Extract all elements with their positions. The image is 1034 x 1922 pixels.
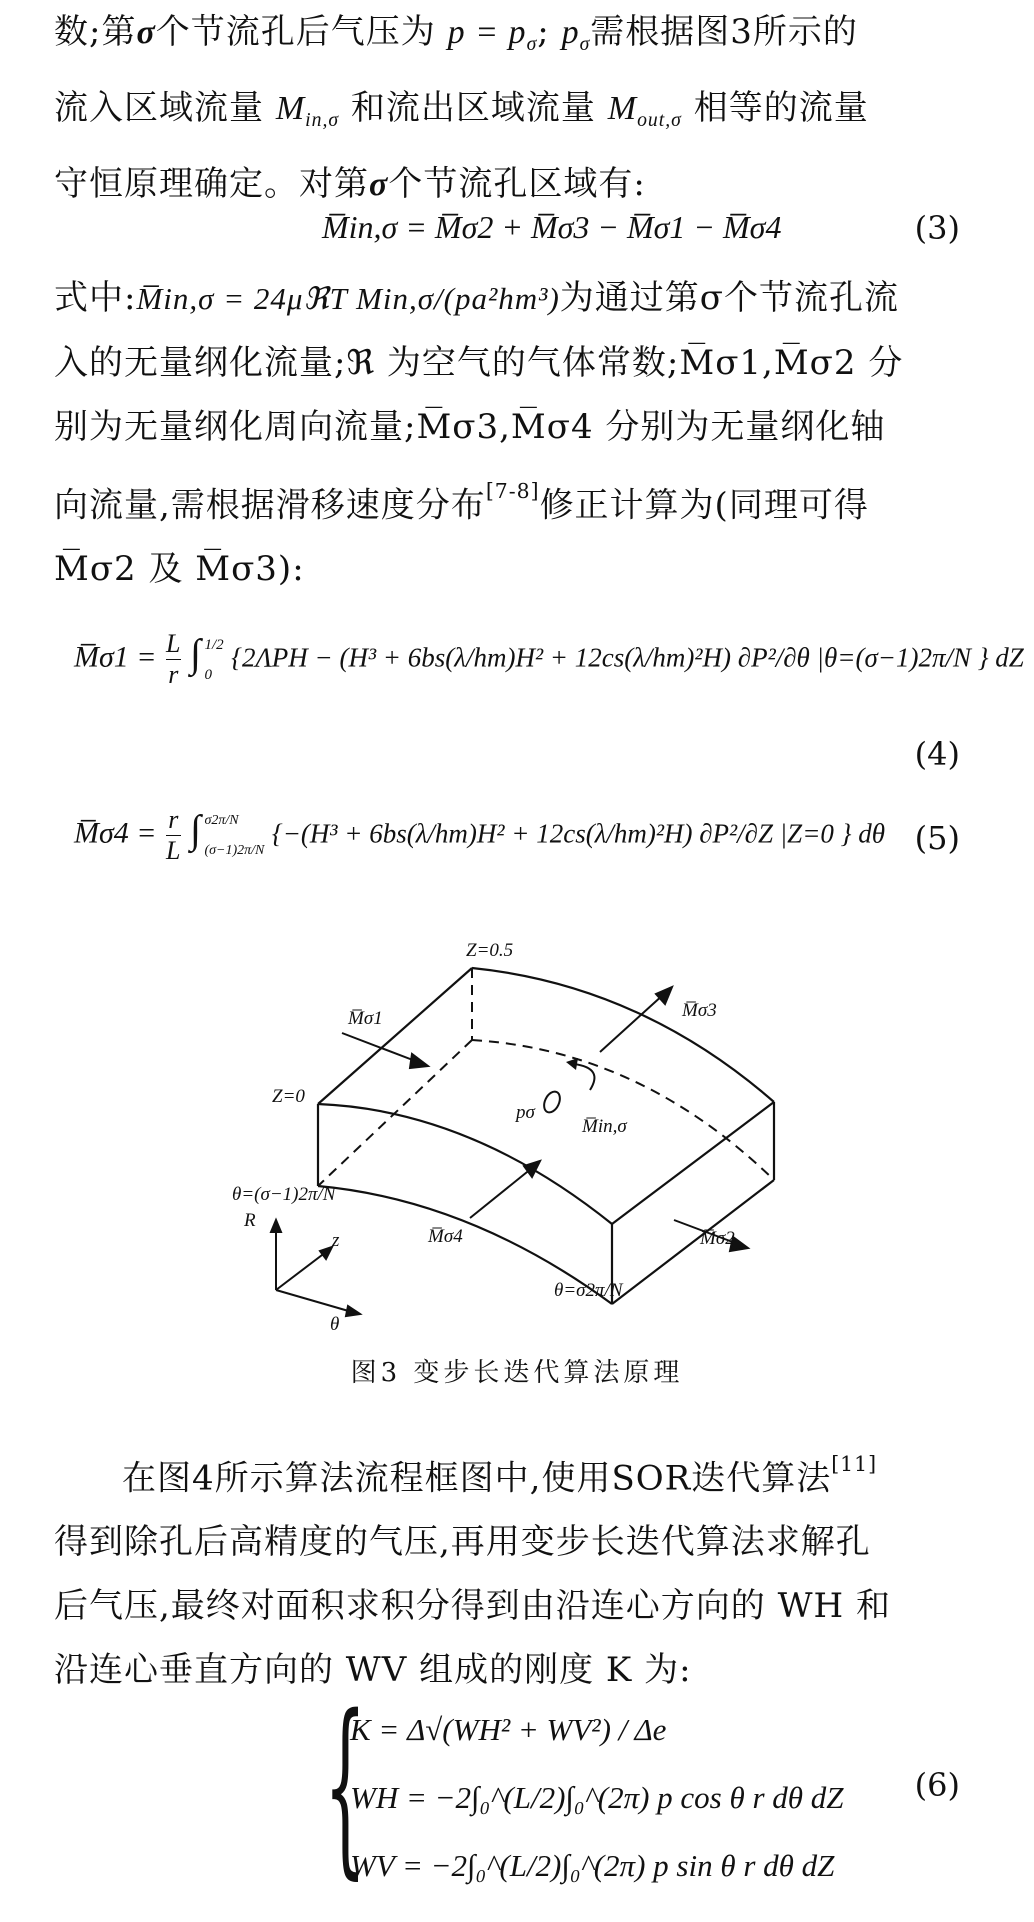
swirl-arrowhead <box>566 1058 578 1070</box>
brace-symbol: { <box>324 1675 367 1896</box>
p2-text: 修正计算为(同理可得 <box>539 485 869 526</box>
label-m4: M̅σ4 <box>428 1226 463 1247</box>
eq5-frac-top: r <box>166 805 180 836</box>
eq4-upper-limit: 1/2 <box>204 636 224 653</box>
p1-text: 个节流孔后气压为 <box>155 12 436 52</box>
p1-text: 流入区域流量 <box>54 87 264 128</box>
eq5-lhs: M̅σ4 = <box>74 816 165 850</box>
figure-caption: 图3 变步长迭代算法原理 <box>350 1358 684 1388</box>
p1-text: 和流出区域流量 <box>350 87 596 128</box>
label-p-sigma: pσ <box>516 1102 535 1123</box>
p3-line-4: 沿连心垂直方向的 WV 组成的刚度 K 为: <box>54 1650 692 1691</box>
eq6-line-3: WV = −2∫₀^(L/2)∫₀^(2π) p sin θ r dθ dZ <box>350 1848 835 1883</box>
label-m1: M̅σ1 <box>348 1008 383 1029</box>
sigma-symbol: σ <box>136 14 156 51</box>
citation: [11] <box>831 1452 878 1476</box>
m-in-definition: M̅in,σ = 24μℜT Min,σ/(pa²hm³) <box>136 281 560 316</box>
p3-line-1 <box>54 1432 960 1510</box>
p1-text: ; <box>537 12 550 52</box>
p3-text: 在图4所示算法流程框图中,使用SOR迭代算法 <box>122 1458 832 1499</box>
p3-line-3: 后气压,最终对面积求积分得到由沿连心方向的 WH 和 <box>54 1586 892 1627</box>
equation-6-number: (6) <box>914 1766 960 1804</box>
equation-5-number: (5) <box>914 819 960 857</box>
citation: [7-8] <box>485 479 540 503</box>
label-theta2: θ=σ2π/N <box>554 1280 623 1301</box>
p2-text: 为通过第σ个节流孔流 <box>559 278 900 318</box>
equation-3-body: M̅in,σ = M̅σ2 + M̅σ3 − M̅σ1 − M̅σ4 <box>322 209 782 245</box>
label-m2: M̅σ2 <box>700 1228 735 1249</box>
label-m3: M̅σ3 <box>682 1000 717 1021</box>
flow-arrows <box>271 987 748 1316</box>
subscript: σ <box>579 32 591 55</box>
p2-text: 向流量,需根据滑移速度分布 <box>54 485 486 526</box>
m-symbol: M <box>275 89 306 127</box>
equation-3-number: (3) <box>914 209 960 247</box>
label-axis-r: R <box>244 1210 256 1231</box>
p1-text: 个节流孔区域有: <box>388 163 646 204</box>
eq5-integrand: {−(H³ + 6bs(λ/hm)H² + 12cs(λ/hm)²H) ∂P²/∂Z |Z=0 } dθ <box>271 818 885 849</box>
eq4-lower-limit: 0 <box>204 666 212 683</box>
p2-line-2: 入的无量纲化流量;ℜ 为空气的气体常数;M̅σ1,M̅σ2 分 <box>54 343 904 383</box>
orifice-symbol <box>541 1089 563 1115</box>
eq4-integrand: {2ΛPH − (H³ + 6bs(λ/hm)H² + 12cs(λ/hm)²H) ∂P²/∂θ |θ=(σ−1)2π/N } dZ <box>231 642 1024 673</box>
p2-text: 式中: <box>54 278 137 318</box>
eq4-lhs: M̅σ1 = <box>74 640 165 674</box>
label-theta1: θ=(σ−1)2π/N <box>232 1184 336 1205</box>
label-axis-z: z <box>332 1230 340 1251</box>
p1-text: 数;第 <box>54 12 137 52</box>
equation-6 <box>54 1675 960 1900</box>
subscript: σ <box>526 32 538 55</box>
eq5-upper-limit: σ2π/N <box>204 812 239 828</box>
m-symbol: M <box>607 89 638 127</box>
equation-6-body <box>350 1696 844 1900</box>
pressure-eq-text: p = p <box>447 14 527 51</box>
eq6-line-1: K = Δ√(WH² + WV²) / Δe <box>350 1712 667 1747</box>
p1-text: 相等的流量 <box>693 87 869 128</box>
p2-line-5: M̅σ2 及 M̅σ3): <box>54 549 305 590</box>
eq4-frac-top: L <box>166 629 181 658</box>
label-axis-theta: θ <box>330 1314 340 1335</box>
eq5-frac-bot: L <box>166 836 181 865</box>
subscript: in,σ <box>305 108 340 131</box>
p2-line-3: 别为无量纲化周向流量;M̅σ3,M̅σ4 分别为无量纲化轴 <box>54 407 886 447</box>
eq5-lower-limit: (σ−1)2π/N <box>204 842 265 858</box>
p-symbol: p <box>561 14 580 51</box>
eq6-line-2: WH = −2∫₀^(L/2)∫₀^(2π) p cos θ r dθ dZ <box>350 1780 844 1815</box>
subscript: out,σ <box>637 108 682 131</box>
integral-sign: ∫ <box>190 630 201 676</box>
p1-text: 需根据图3所示的 <box>590 12 858 52</box>
sigma-symbol: σ <box>369 165 389 203</box>
label-z0: Z=0 <box>272 1086 305 1107</box>
equation-4-number: (4) <box>914 735 960 773</box>
eq4-frac-bot: r <box>168 660 179 689</box>
integral-sign: ∫ <box>190 806 201 852</box>
p1-text: 守恒原理确定。对第 <box>54 163 369 204</box>
label-z05: Z=0.5 <box>466 940 514 961</box>
p3-line-2: 得到除孔后高精度的气压,再用变步长迭代算法求解孔 <box>54 1522 871 1563</box>
label-m-in: M̅in,σ <box>582 1116 627 1137</box>
paragraph-3 <box>54 1432 960 1702</box>
swirl-arrow <box>574 1064 594 1090</box>
